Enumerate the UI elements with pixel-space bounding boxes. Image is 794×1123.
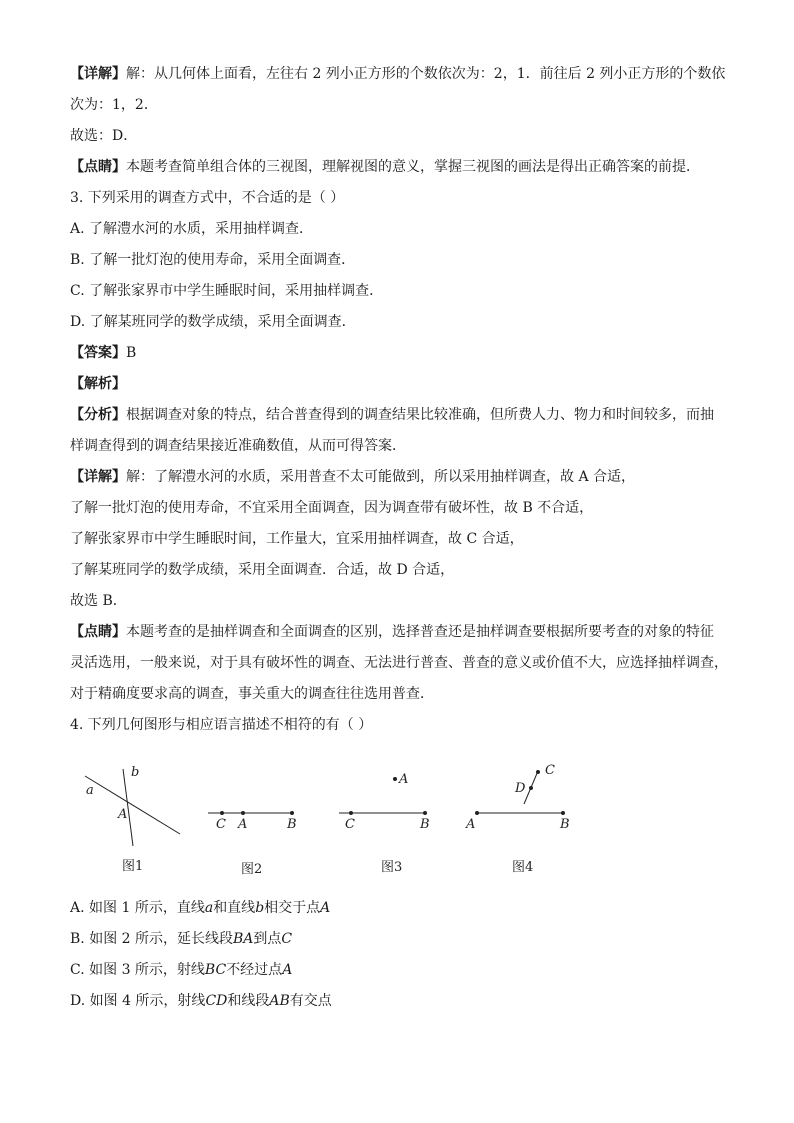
fig3-point-B — [423, 811, 427, 815]
fig2-label-B: B — [287, 817, 297, 832]
fig3-caption: 图3 — [381, 860, 403, 875]
fig3-label-B: B — [420, 817, 430, 832]
fig4-point-B — [561, 811, 565, 815]
figure-1 — [85, 765, 180, 874]
q3-option-d: D. 了解某班同学的数学成绩，采用全面调查． — [70, 314, 356, 330]
fig4-label-D: D — [515, 781, 526, 796]
q4-option-d: D. 如图 4 所示，射线CD和线段AB有交点 — [70, 993, 332, 1009]
fig2-label-A: A — [238, 817, 248, 832]
fig4-label-C: C — [545, 763, 555, 778]
detail-tag: 【详解】 — [70, 469, 126, 485]
fig2-label-C: C — [216, 817, 226, 832]
q3-detail-line2: 了解一批灯泡的使用寿命，不宜采用全面调查，因为调查带有破坏性，故 B 不合适， — [70, 500, 594, 516]
fig1-label-A: A — [118, 807, 128, 822]
q3-choose: 故选 B． — [70, 593, 127, 609]
fig3-point-C — [349, 811, 353, 815]
fig2-point-C — [220, 811, 224, 815]
q3-option-a: A. 了解澧水河的水质，采用抽样调查． — [70, 221, 314, 237]
fig4-label-B: B — [560, 817, 570, 832]
q2-choose: 故选：D． — [70, 128, 138, 144]
comment-tag: 【点睛】 — [70, 624, 126, 640]
q4-figures — [80, 763, 600, 877]
fig1-line-a — [85, 776, 180, 834]
q3-detail-line4: 了解某班同学的数学成绩，采用全面调查．合适，故 D 合适， — [70, 562, 455, 578]
q3-option-b: B. 了解一批灯泡的使用寿命，采用全面调查． — [70, 252, 356, 268]
fig3-point-A — [393, 777, 397, 781]
q4-option-c: C. 如图 3 所示，射线BC不经过点A — [70, 962, 293, 978]
fig2-point-B — [290, 811, 294, 815]
q2-detail-line1: 【详解】解：从几何体上面看，左往右 2 列小正方形的个数依次为：2，1．前往后 2 列小正方形的个数依 — [70, 66, 726, 82]
q3-comment-line2: 灵活选用，一般来说，对于具有破坏性的调查、无法进行普查、普查的意义或价值不大，应选择抽样调查， — [70, 655, 728, 671]
q3-analysis-line2: 样调查得到的调查结果接近准确数值，从而可得答案． — [70, 438, 406, 454]
q4-option-a: A. 如图 1 所示，直线a和直线b相交于点A — [70, 900, 331, 916]
q4-stem: 4. 下列几何图形与相应语言描述不相符的有（ ） — [70, 717, 373, 733]
q4-option-b: B. 如图 2 所示，延长线段BA到点C — [70, 931, 293, 947]
analysis-sub-tag: 【分析】 — [70, 407, 126, 423]
fig3-label-A: A — [399, 772, 409, 787]
q2-comment: 【点睛】本题考查简单组合体的三视图，理解视图的意义，掌握三视图的画法是得出正确答案的前提． — [70, 159, 700, 175]
figure-2 — [208, 811, 297, 877]
detail-tag: 【详解】 — [70, 66, 126, 82]
fig4-label-A: A — [466, 817, 476, 832]
figure-4 — [465, 763, 570, 875]
fig4-point-C — [536, 770, 540, 774]
q3-analysis-tag: 【解析】 — [70, 376, 126, 392]
fig1-label-b: b — [131, 765, 140, 780]
q3-stem: 3. 下列采用的调查方式中，不合适的是（ ） — [70, 190, 345, 206]
fig2-caption: 图2 — [241, 862, 263, 877]
fig2-point-A — [241, 811, 245, 815]
answer-tag: 【答案】 — [70, 345, 126, 361]
figure-3 — [339, 772, 430, 875]
fig4-caption: 图4 — [512, 860, 534, 875]
q3-comment-line3: 对于精确度要求高的调查，事关重大的调查往往选用普查． — [70, 686, 434, 702]
q3-option-c: C. 了解张家界市中学生睡眠时间，采用抽样调查． — [70, 283, 384, 299]
q3-comment-line1: 【点睛】本题考查的是抽样调查和全面调查的区别，选择普查还是抽样调查要根据所要考查的对象的特征 — [70, 624, 714, 640]
q3-detail-line3: 了解张家界市中学生睡眠时间，工作量大，宜采用抽样调查，故 C 合适， — [70, 531, 524, 547]
fig1-label-a: a — [86, 783, 94, 798]
comment-tag: 【点睛】 — [70, 159, 126, 175]
fig4-point-A — [475, 811, 479, 815]
fig1-caption: 图1 — [122, 859, 144, 874]
q2-detail-line2: 次为：1，2． — [70, 97, 158, 113]
fig3-label-C: C — [345, 817, 355, 832]
q3-detail-line1: 【详解】解：了解澧水河的水质，采用普查不太可能做到，所以采用抽样调查，故 A 合适， — [70, 469, 636, 485]
fig4-point-D — [529, 786, 533, 790]
q3-answer: 【答案】B — [70, 345, 137, 361]
q3-analysis-line1: 【分析】根据调查对象的特点，结合普查得到的调查结果比较准确，但所费人力、物力和时间较多，而抽 — [70, 407, 714, 423]
